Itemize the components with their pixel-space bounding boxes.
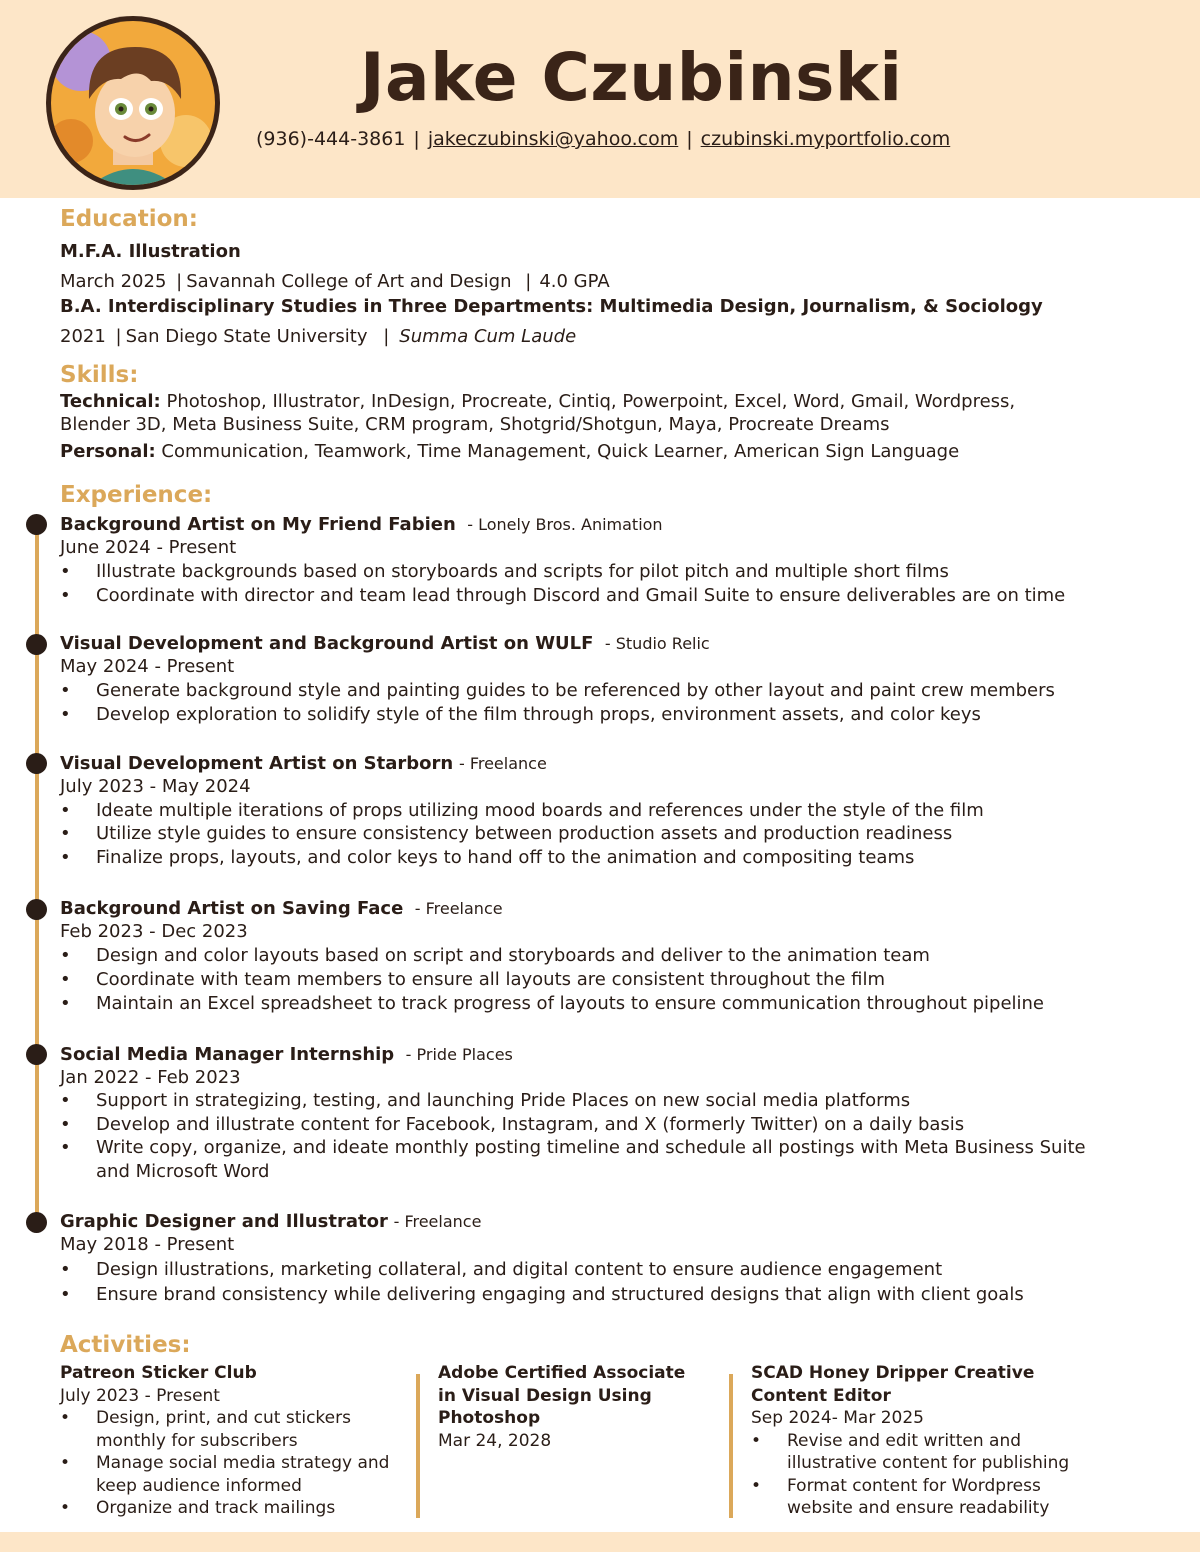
avatar	[46, 16, 220, 190]
job-role: Social Media Manager Internship	[60, 1044, 395, 1065]
timeline-dot	[26, 514, 47, 535]
activity-bullet: • Design, print, and cut stickers monthly for subscribers	[60, 1408, 351, 1451]
skills-personal-label: Personal:	[60, 441, 156, 462]
job-bullet: • Illustrate backgrounds based on storyboards and scripts for pilot pitch and multiple short films	[60, 561, 949, 582]
job-bullet: • Support in strategizing, testing, and launching Pride Places on new social media platforms	[60, 1090, 911, 1111]
degree-ba: B.A. Interdisciplinary Studies in Three Departments: Multimedia Design, Journalism, & Sociology	[60, 296, 1043, 317]
avatar-illustration-icon	[51, 21, 215, 185]
job-title	[60, 1210, 481, 1234]
column-divider	[416, 1374, 420, 1518]
degree-mfa-school: Savannah College of Art and Design	[186, 271, 512, 292]
activity-dates: Sep 2024- Mar 2025	[751, 1408, 924, 1428]
job-company: - Lonely Bros. Animation	[467, 515, 663, 534]
job-title	[60, 1043, 513, 1067]
job-role: Graphic Designer and Illustrator	[60, 1211, 388, 1232]
job-role: Background Artist on My Friend Fabien	[60, 514, 456, 535]
detail-separator: |	[383, 326, 390, 347]
activity-title: Photoshop	[438, 1408, 541, 1428]
column-divider	[729, 1374, 733, 1518]
job-dates: July 2023 - May 2024	[60, 776, 251, 797]
skills-heading: Skills:	[60, 362, 139, 388]
activities-heading: Activities:	[60, 1332, 191, 1358]
activity-title: Content Editor	[751, 1385, 891, 1406]
degree-ba-details	[60, 325, 576, 349]
job-bullet: • Ideate multiple iterations of props utilizing mood boards and references under the style of the film	[60, 800, 984, 821]
skills-technical-list: Photoshop, Illustrator, InDesign, Procreate, Cintiq, Powerpoint, Excel, Word, Gmail, Wordpress,	[166, 391, 1016, 412]
skills-personal-list: Communication, Teamwork, Time Management, Quick Learner, American Sign Language	[161, 441, 960, 462]
job-title	[60, 752, 547, 776]
job-bullet: • Maintain an Excel spreadsheet to track progress of layouts to ensure communication throughout pipeline	[60, 993, 1045, 1014]
activity-title: SCAD Honey Dripper Creative	[751, 1363, 1035, 1383]
activity-bullet: • Revise and edit written and illustrative content for publishing	[751, 1430, 1070, 1473]
degree-mfa-date: March 2025	[60, 271, 167, 292]
job-bullet-continued: and Microsoft Word	[96, 1161, 270, 1182]
job-company: - Pride Places	[405, 1045, 513, 1064]
skills-technical-label: Technical:	[60, 391, 161, 412]
job-company: - Studio Relic	[604, 634, 710, 653]
job-company: - Freelance	[414, 899, 503, 918]
job-title	[60, 513, 663, 537]
timeline-dot	[26, 753, 47, 774]
timeline-dot	[26, 899, 47, 920]
education-heading: Education:	[60, 206, 198, 232]
timeline-dot	[26, 634, 47, 655]
detail-separator: |	[115, 326, 122, 347]
job-bullet: • Design illustrations, marketing collateral, and digital content to ensure audience engagement	[60, 1259, 943, 1280]
job-role: Background Artist on Saving Face	[60, 898, 404, 919]
job-company: - Freelance	[458, 754, 547, 773]
job-role: Visual Development and Background Artist on WULF	[60, 633, 594, 654]
job-dates: May 2018 - Present	[60, 1234, 235, 1255]
job-bullet: • Utilize style guides to ensure consistency between production assets and production readiness	[60, 823, 953, 844]
activity-bullet: • Manage social media strategy and keep audience informed	[60, 1453, 390, 1496]
detail-separator: |	[176, 271, 183, 292]
activity-title: Adobe Certified Associate	[438, 1363, 686, 1383]
activity-title: Patreon Sticker Club	[60, 1363, 257, 1383]
portfolio-link[interactable]: czubinski.myportfolio.com	[700, 128, 951, 150]
job-company: - Freelance	[393, 1212, 482, 1231]
phone-number: (936)-444-3861	[256, 128, 406, 150]
job-bullet: • Write copy, organize, and ideate monthly posting timeline and schedule all postings with Meta Business Suite	[60, 1137, 1086, 1158]
degree-mfa: M.F.A. Illustration	[60, 241, 241, 262]
contact-separator: |	[686, 128, 693, 150]
job-bullet: • Coordinate with team members to ensure all layouts are consistent throughout the film	[60, 969, 886, 990]
timeline-line	[35, 524, 39, 1224]
job-role: Visual Development Artist on Starborn	[60, 753, 454, 774]
skills-personal	[60, 440, 959, 464]
job-bullet: • Develop exploration to solidify style of the film through props, environment assets, and color keys	[60, 704, 981, 725]
job-bullet: • Develop and illustrate content for Facebook, Instagram, and X (formerly Twitter) on a daily basis	[60, 1114, 965, 1135]
skills-technical	[60, 390, 1015, 414]
candidate-name: Jake Czubinski	[360, 39, 903, 116]
activity-scad-editor	[751, 1362, 1111, 1520]
detail-separator: |	[525, 271, 532, 292]
job-dates: June 2024 - Present	[60, 537, 237, 558]
footer-band	[0, 1532, 1200, 1552]
contact-separator: |	[413, 128, 420, 150]
job-title	[60, 632, 710, 656]
job-dates: May 2024 - Present	[60, 656, 235, 677]
experience-heading: Experience:	[60, 482, 213, 508]
activity-title: in Visual Design Using	[438, 1385, 652, 1406]
activity-patreon	[60, 1362, 400, 1520]
job-bullet: • Design and color layouts based on script and storyboards and deliver to the animation team	[60, 945, 930, 966]
activity-bullet: • Organize and track mailings	[60, 1498, 336, 1518]
job-bullet: • Ensure brand consistency while delivering engaging and structured designs that align with client goals	[60, 1284, 1024, 1305]
degree-ba-date: 2021	[60, 326, 106, 347]
degree-mfa-details	[60, 270, 610, 294]
activity-bullet: • Format content for Wordpress website and ensure readability	[751, 1475, 1050, 1518]
timeline-dot	[26, 1044, 47, 1065]
job-bullet: • Finalize props, layouts, and color keys to hand off to the animation and compositing teams	[60, 847, 915, 868]
job-bullet: • Generate background style and painting guides to be referenced by other layout and paint crew members	[60, 680, 1055, 701]
timeline-dot	[26, 1212, 47, 1233]
degree-ba-honor: Summa Cum Laude	[399, 326, 577, 347]
job-dates: Feb 2023 - Dec 2023	[60, 921, 248, 942]
activity-dates: July 2023 - Present	[60, 1385, 220, 1406]
job-title	[60, 897, 503, 921]
email-link[interactable]: jakeczubinski@yahoo.com	[427, 128, 679, 150]
degree-mfa-gpa: 4.0 GPA	[539, 271, 610, 292]
contact-line	[256, 128, 950, 150]
job-dates: Jan 2022 - Feb 2023	[60, 1067, 241, 1088]
job-bullet: • Coordinate with director and team lead through Discord and Gmail Suite to ensure deliverables are on time	[60, 585, 1066, 606]
activity-adobe-cert	[438, 1362, 708, 1452]
skills-technical-line2: Blender 3D, Meta Business Suite, CRM program, Shotgrid/Shotgun, Maya, Procreate Dreams	[60, 414, 890, 435]
activity-date: Mar 24, 2028	[438, 1430, 552, 1451]
degree-ba-school: San Diego State University	[125, 326, 368, 347]
